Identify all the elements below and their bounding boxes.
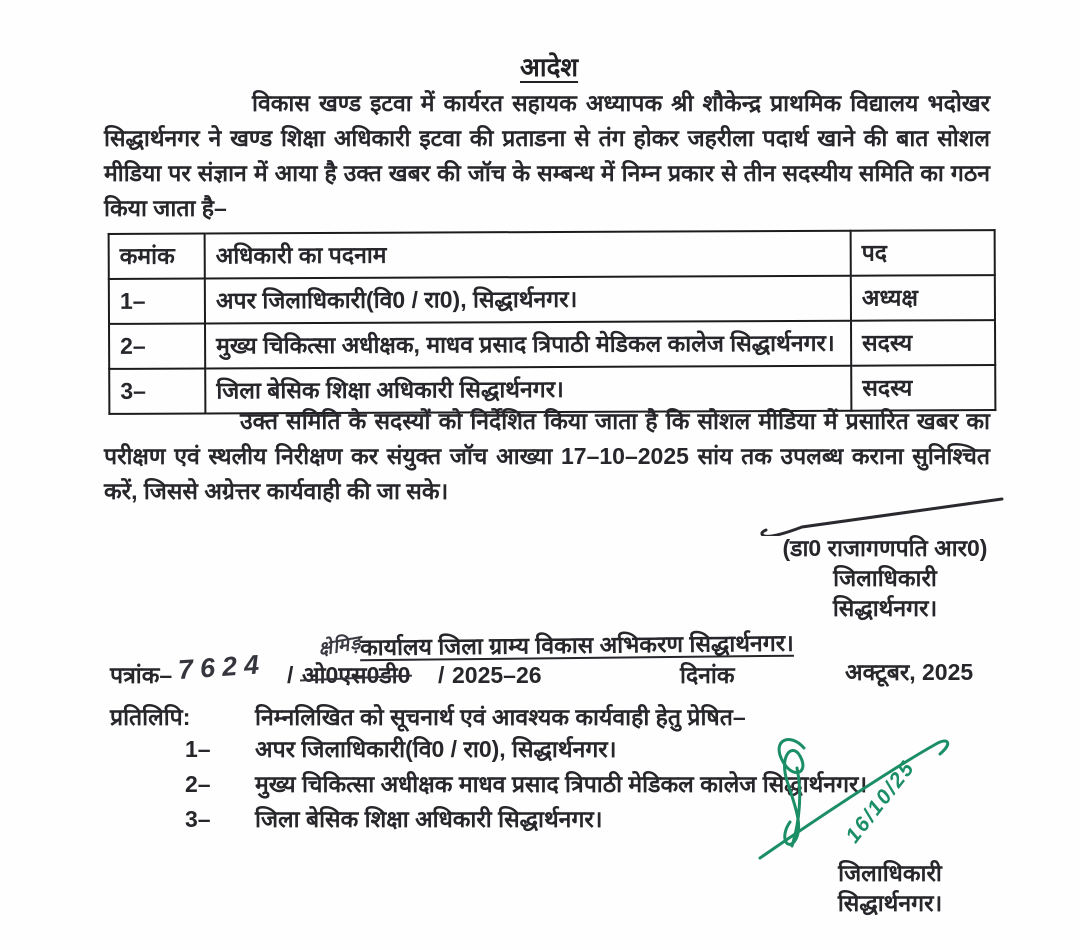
bottom-signatory-designation: जिलाधिकारी: [838, 860, 942, 886]
reference-slash-2: /: [438, 662, 445, 688]
bottom-signatory-place: सिद्धार्थनगर।: [837, 890, 943, 916]
signatory-designation: जिलाधिकारी: [833, 565, 937, 591]
copies-label: प्रतिलिपि:: [110, 704, 191, 730]
cell-post: सदस्य: [851, 320, 995, 366]
header-post: पद: [851, 230, 995, 276]
cell-designation: मुख्य चिकित्सा अधीक्षक, माधव प्रसाद त्रिपाठी मेडिकल कालेज सिद्धार्थनगर।: [205, 321, 851, 369]
signature-flourish-stroke: [752, 494, 1014, 536]
signatory-name: (डा0 राजागणपति आर0): [782, 535, 988, 561]
committee-table: [108, 229, 997, 415]
table-row: [109, 320, 995, 369]
office-line: कार्यालय जिला ग्राम्य विकास अभिकरण सिद्धार्थनगर।: [359, 629, 794, 661]
copy-item-text: अपर जिलाधिकारी(वि0 / रा0), सिद्धार्थनगर।: [255, 736, 617, 762]
copy-item-number: 1–: [185, 736, 211, 762]
reference-date-value: अक्टूबर, 2025: [845, 659, 974, 685]
document-title: आदेश: [520, 52, 579, 82]
reference-slash-1: /: [287, 662, 294, 688]
reference-date-label: दिनांक: [680, 662, 735, 688]
cell-sno: 3–: [109, 369, 205, 414]
cell-sno: 2–: [109, 324, 205, 369]
cell-designation: जिला बेसिक शिक्षा अधिकारी सिद्धार्थनगर।: [205, 366, 851, 414]
table-row: [109, 275, 995, 324]
directive-paragraph: उक्त समिति के सदस्यों को निर्देशित किया जाता है कि सोशल मीडिया में प्रसारित खबर का परीक्षण एवं स्थलीय निरीक्षण कर संयुक्त जॉच आख्या 17–10–2025 सांय तक उपलब्ध कराना सुनिश्चित करें, जिससे अग्रेत्तर कार्यवाही की जा सके।: [104, 408, 990, 504]
reference-struck-text: [302, 658, 410, 693]
reference-label: पत्रांक–: [110, 662, 173, 688]
green-handwritten-date: 16/10/25: [841, 756, 920, 848]
green-signature-strokes: [742, 728, 967, 873]
committee-table-wrap: [108, 231, 996, 413]
copy-item-number: 3–: [185, 806, 211, 832]
bottom-signatory-block: [790, 858, 990, 918]
reference-year-range: 2025–26: [452, 662, 542, 688]
reference-number-handwritten: 7624: [177, 648, 267, 686]
copy-item-text: जिला बेसिक शिक्षा अधिकारी सिद्धार्थनगर।: [255, 806, 603, 832]
struck-osd-text: ओ0एस0डी0: [302, 658, 410, 693]
signatory-block: [770, 533, 1000, 623]
copy-item-text: मुख्य चिकित्सा अधीक्षक माधव प्रसाद त्रिपाठी मेडिकल कालेज सिद्धार्थनगर।: [255, 771, 868, 797]
cell-post: सदस्य: [851, 365, 995, 411]
signatory-place: सिद्धार्थनगर।: [832, 595, 938, 621]
opening-paragraph: विकास खण्ड इटवा में कार्यरत सहायक अध्यापक श्री शौकेन्द्र प्राथमिक विद्यालय भदोखर सिद्धार्थनगर ने खण्ड शिक्षा अधिकारी इटवा की प्रताडना से तंग होकर जहरीला पदार्थ खाने की बात सोशल मीडिया पर संज्ञान में आया है उक्त खबर की जॉच के सम्बन्ध में निम्न प्रकार से तीन सदस्यीय समिति का गठन किया जाता है–: [104, 90, 990, 221]
cell-designation: अपर जिलाधिकारी(वि0 / रा0), सिद्धार्थनगर।: [205, 276, 851, 324]
copy-item-number: 2–: [185, 771, 211, 797]
reference-handwritten-annotation: क्षेमिड़: [316, 632, 363, 661]
cell-post: अध्यक्ष: [851, 275, 995, 321]
cell-sno: 1–: [109, 279, 205, 324]
header-designation: अधिकारी का पदनाम: [205, 231, 851, 279]
copies-intro: निम्नलिखित को सूचनार्थ एवं आवश्यक कार्यवाही हेतु प्रेषित–: [255, 704, 746, 730]
header-sno: कमांक: [109, 234, 205, 279]
table-header-row: [109, 230, 995, 279]
